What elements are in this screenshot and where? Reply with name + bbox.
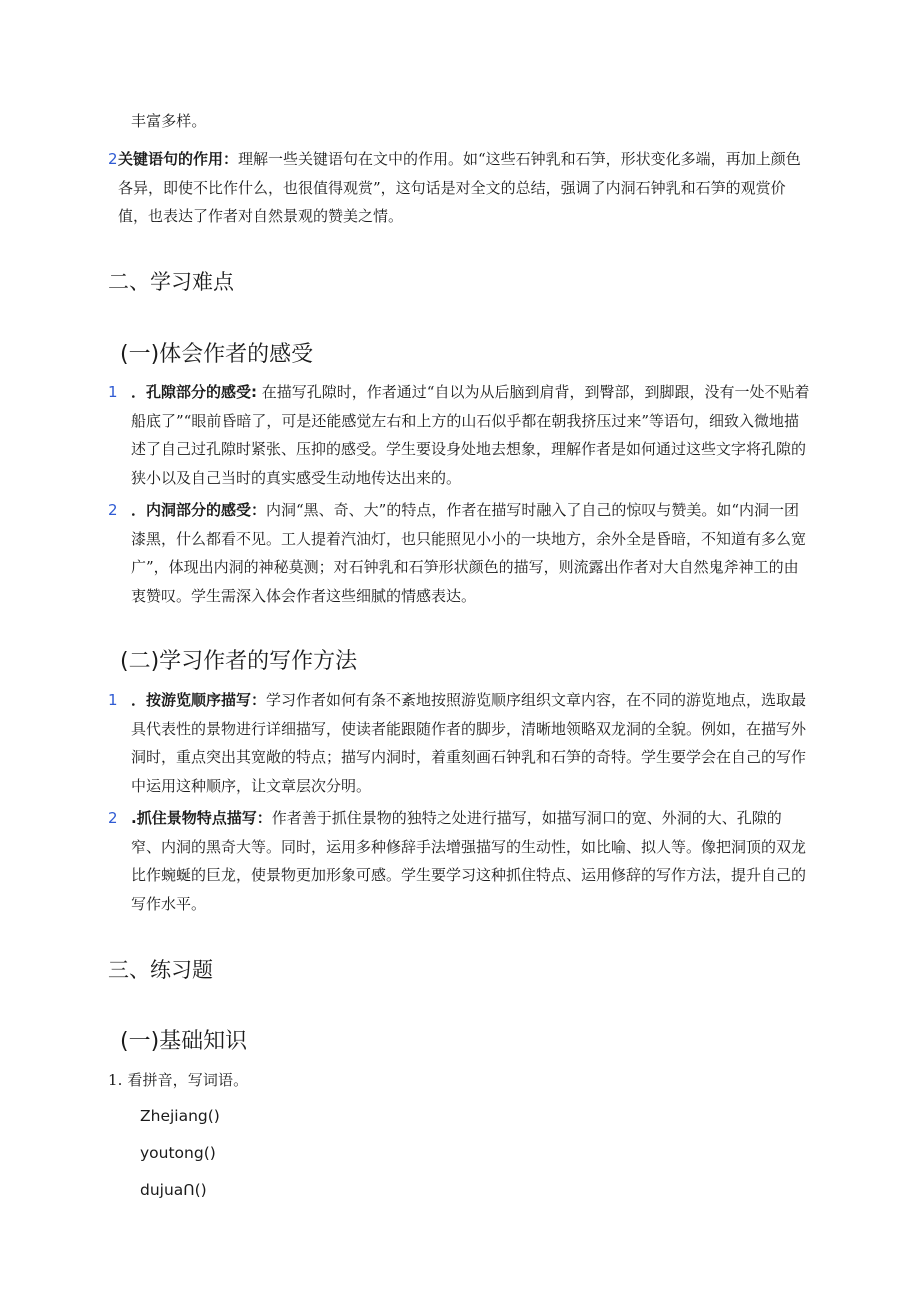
pinyin-prompt-2: youtong(): [140, 1144, 216, 1162]
list-item-text: 学习作者如何有条不紊地按照游览顺序组织文章内容，在不同的游览地点，选取最具代表性的景物进行详细描写，使读者能跟随作者的脚步，清晰地领略双龙洞的全貌。例如，在描写外洞时，重点突出其宽敞的特点；描写内洞时，着重刻画石钟乳和石笋的奇特。学生要学会在自己的写作中运用这种顺序，让文章层次分明。: [131, 691, 807, 795]
list-item-title: ．按游览顺序描写：: [131, 691, 267, 709]
intro-continuation: 丰富多样。: [131, 112, 207, 130]
pinyin-prompt-1: Zhejiang(): [140, 1107, 220, 1125]
list-item-text: 作者善于抓住景物的独特之处进行描写，如描写洞口的宽、外洞的大、孔隙的窄、内洞的黑奇大等。同时，运用多种修辞手法增强描写的生动性，如比喻、拟人等。像把洞顶的双龙比作蜿蜒的巨龙，使景物更加形象可感。学生要学习这种抓住特点、运用修辞的写作方法，提升自己的写作水平。: [131, 809, 807, 913]
subsection-heading-basics: (一)基础知识: [120, 1029, 248, 1054]
list-number: 1: [108, 383, 118, 401]
question-1: 1. 看拼音，写词语。: [108, 1071, 249, 1089]
list-number: 1: [108, 691, 118, 709]
list-item-title: ．内洞部分的感受：: [131, 501, 267, 519]
list-item-text: 理解一些关键语句在文中的作用。如“这些石钟乳和石笋，形状变化多端，再加上颜色各异，即使不比作什么，也很值得观赏”，这句话是对全文的总结，强调了内洞石钟乳和石笋的观赏价值，也表达了作者对自然景观的赞美之情。: [118, 150, 801, 225]
list-item-body: [118, 145, 811, 231]
list-number: 2: [108, 809, 118, 827]
section-heading-difficulties: 二、学习难点: [108, 270, 234, 294]
list-item-body: [131, 686, 811, 800]
subsection-heading-writing-methods: (二)学习作者的写作方法: [120, 649, 358, 674]
section-heading-exercises: 三、练习题: [108, 958, 213, 982]
list-item-title: 关键语句的作用：: [118, 150, 239, 168]
list-item-body: [131, 804, 811, 918]
pinyin-prompt-3: dujuaՈ(): [140, 1181, 207, 1199]
list-item-body: [131, 496, 811, 610]
subsection-heading-feelings: (一)体会作者的感受: [120, 342, 314, 367]
list-item-title: ．孔隙部分的感受:: [131, 383, 257, 401]
list-item-title: .抓住景物特点描写：: [131, 809, 272, 827]
list-item-text: 内洞“黑、奇、大”的特点，作者在描写时融入了自己的惊叹与赞美。如“内洞一团漆黑，什么都看不见。工人提着汽油灯，也只能照见小小的一块地方，余外全是昏暗，不知道有多么宽广”，体现出内洞的神秘莫测；对石钟乳和石笋形状颜色的描写，则流露出作者对大自然鬼斧神工的由衷赞叹。学生需深入体会作者这些细腻的情感表达。: [131, 501, 807, 605]
list-item-body: [131, 378, 811, 492]
list-number: 2: [108, 150, 118, 168]
list-item-text: 在描写孔隙时，作者通过“自以为从后脑到肩背，到臀部，到脚跟，没有一处不贴着船底了”“眼前昏暗了，可是还能感觉左右和上方的山石似乎都在朝我挤压过来”等语句，细致入微地描述了自己过孔隙时紧张、压抑的感受。学生要设身处地去想象，理解作者是如何通过这些文字将孔隙的狭小以及自己当时的真实感受生动地传达出来的。: [131, 383, 810, 487]
list-number: 2: [108, 501, 118, 519]
